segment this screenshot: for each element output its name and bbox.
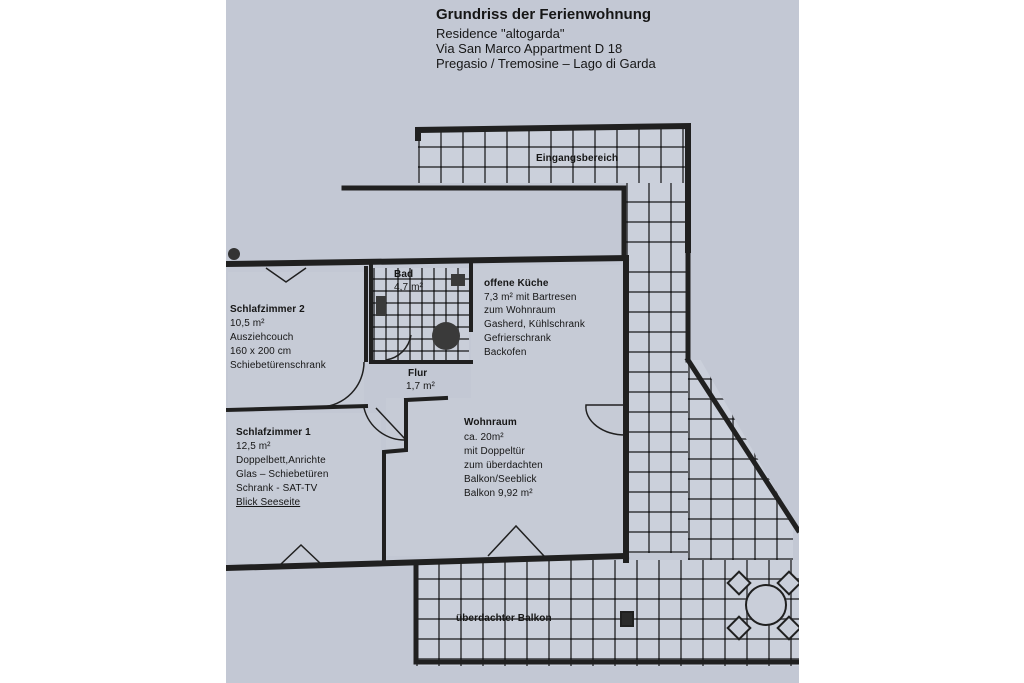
- bedroom-divider-wall: [228, 406, 366, 410]
- living-line5: Balkon 9,92 m²: [464, 488, 533, 499]
- hall-wall: [406, 398, 446, 400]
- floor-plan-sheet: [226, 0, 799, 683]
- living-line1: ca. 20m²: [464, 432, 504, 443]
- bedroom1-line1: 12,5 m²: [236, 441, 271, 452]
- bedroom2-window: [266, 268, 306, 282]
- bedroom2-line1: 10,5 m²: [230, 318, 265, 329]
- kitchen-line5: Backofen: [484, 347, 527, 358]
- chair-1: [728, 572, 751, 595]
- kitchen-line2: zum Wohnraum: [484, 305, 556, 316]
- kitchen-line3: Gasherd, Kühlschrank: [484, 319, 585, 330]
- living-door-swing: [586, 405, 626, 435]
- bedroom2-line3: 160 x 200 cm: [230, 346, 292, 357]
- kitchen-line4: Gefrierschrank: [484, 333, 551, 344]
- bedroom1-label: Schlafzimmer 1: [236, 427, 311, 438]
- bedroom2-line4: Schiebetürenschrank: [230, 360, 326, 371]
- north-wall: [228, 258, 626, 264]
- bedroom1-door-leaf: [376, 408, 406, 440]
- living-label: Wohnraum: [464, 417, 517, 428]
- bedroom1-line5: Blick Seeseite: [236, 497, 301, 508]
- living-line4: Balkon/Seeblick: [464, 474, 537, 485]
- hall-label: Flur: [408, 368, 428, 379]
- bedroom1-door-swing: [364, 408, 406, 440]
- living-west-wall: [384, 400, 406, 560]
- toilet-fixture: [451, 274, 465, 286]
- corridor-wall: [344, 188, 624, 255]
- bath-area: 4,7 m²: [394, 282, 423, 293]
- balcony-drain: [621, 612, 633, 626]
- bedroom1-line3: Glas – Schiebetüren: [236, 469, 329, 480]
- living-line2: mit Doppeltür: [464, 446, 525, 457]
- bedroom2-door-swing: [321, 362, 364, 407]
- kitchen-label: offene Küche: [484, 278, 549, 289]
- address-line: Via San Marco Appartment D 18: [436, 41, 623, 56]
- living-double-door: [488, 526, 544, 556]
- chair-4: [778, 617, 799, 640]
- bedroom2-line2: Ausziehcouch: [230, 332, 294, 343]
- sink-fixture: [376, 296, 386, 316]
- bath-label: Bad: [394, 269, 414, 280]
- living-line3: zum überdachten: [464, 460, 543, 471]
- bath-door-swing: [386, 335, 411, 360]
- terrace-edge: [688, 360, 798, 530]
- residence-name: Residence "altogarda": [436, 26, 565, 41]
- balcony-label: überdachter Balkon: [456, 613, 552, 624]
- bedroom1-window-door: [281, 545, 321, 564]
- bedroom1-line4: Schrank - SAT-TV: [236, 483, 318, 494]
- chair-3: [728, 617, 751, 640]
- entrance-label: Eingangsbereich: [536, 153, 619, 164]
- kitchen-line1: 7,3 m² mit Bartresen: [484, 292, 577, 303]
- balcony-table: [746, 585, 786, 625]
- bedroom1-line2: Doppelbett,Anrichte: [236, 455, 326, 466]
- plan-title: Grundriss der Ferienwohnung: [436, 6, 652, 23]
- hall-area: 1,7 m²: [406, 381, 435, 392]
- punch-hole: [228, 248, 240, 260]
- shower-fixture: [432, 322, 460, 350]
- bedroom2-label: Schlafzimmer 2: [230, 304, 305, 315]
- location-line: Pregasio / Tremosine – Lago di Garda: [436, 56, 656, 71]
